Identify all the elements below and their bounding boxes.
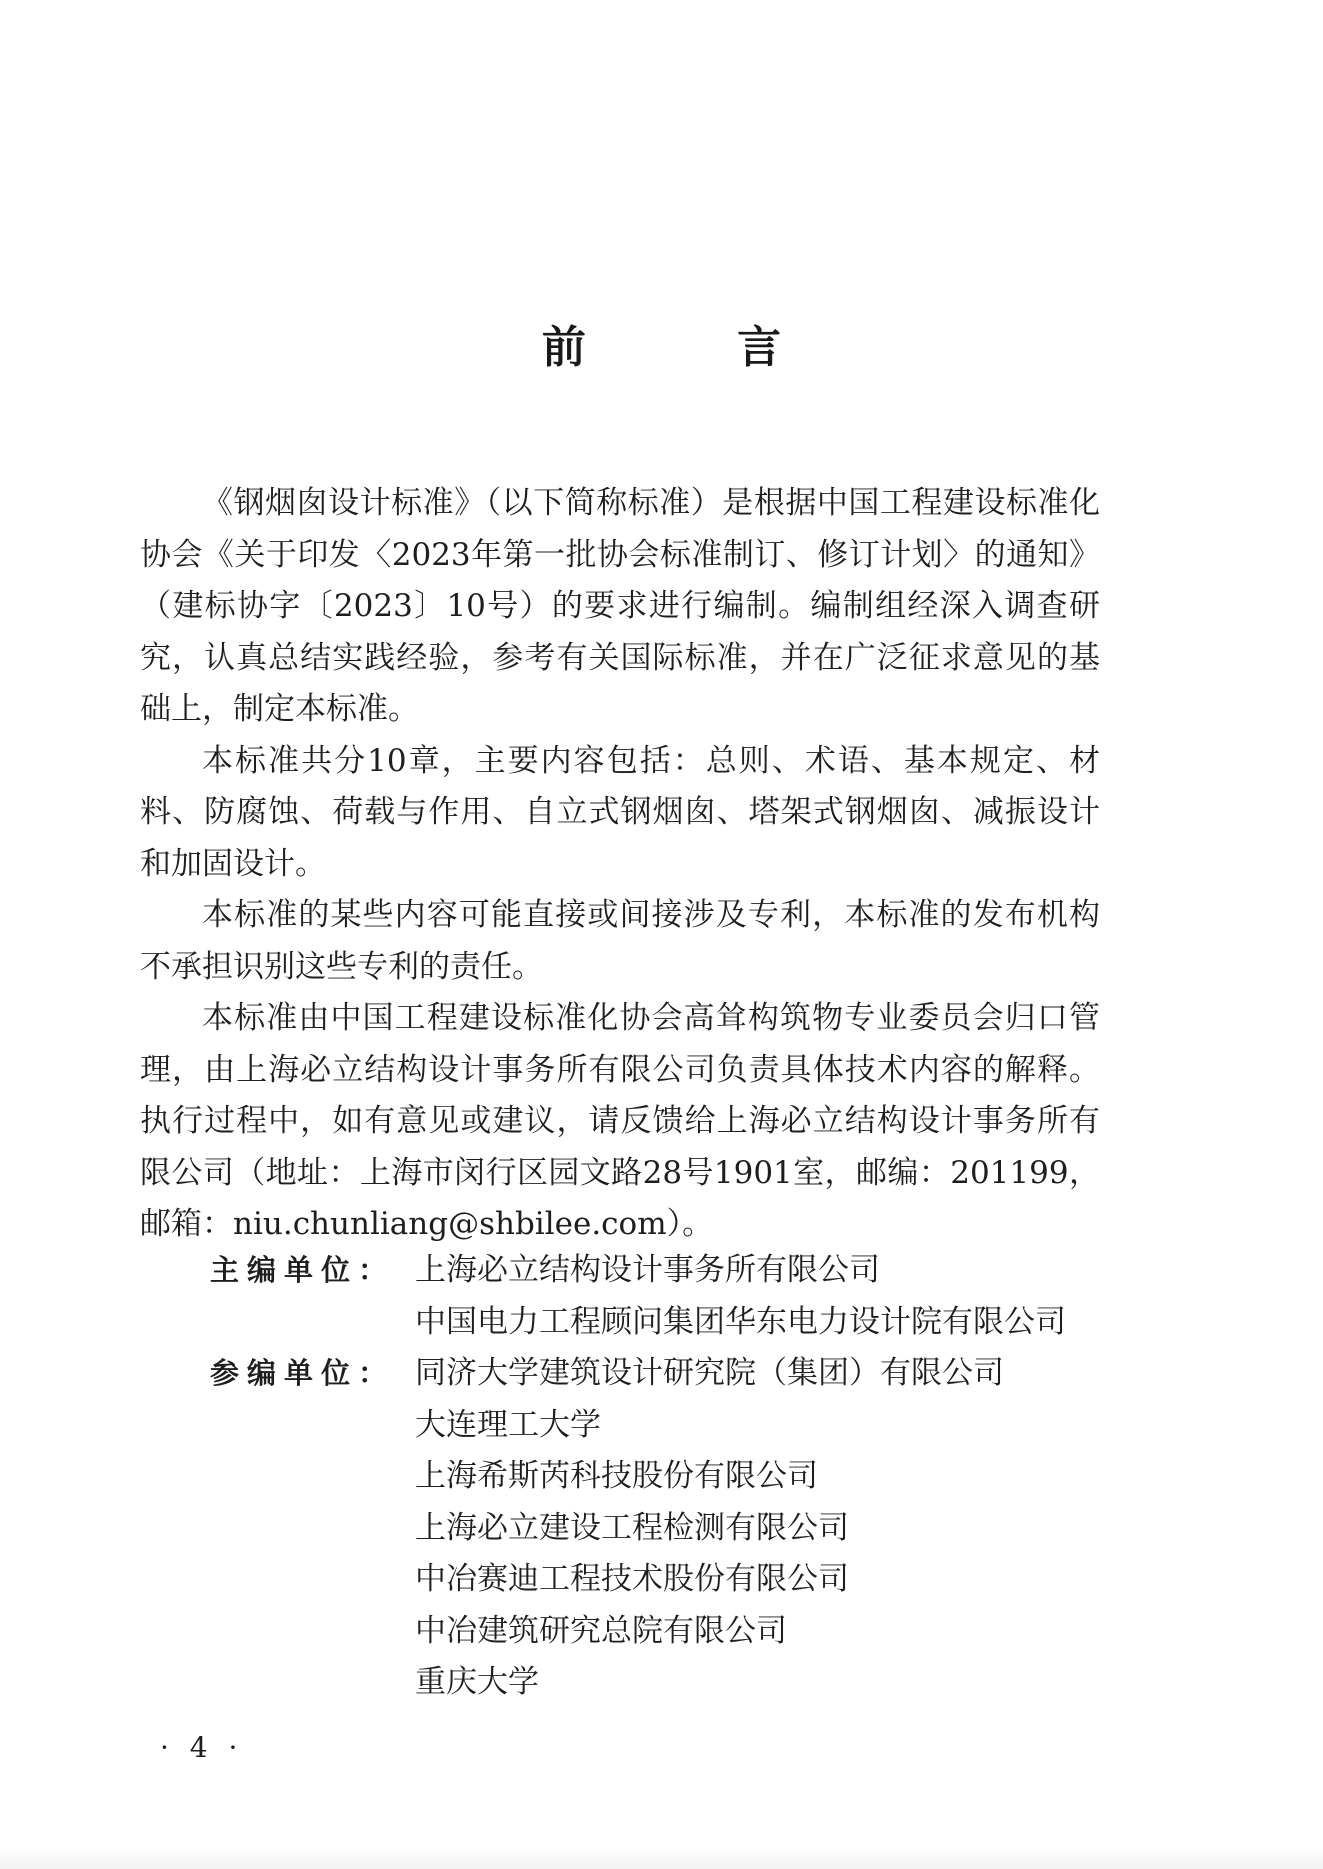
participating-units-row	[210, 1348, 1110, 1709]
participating-unit-item: 上海希斯芮科技股份有限公司	[415, 1458, 818, 1494]
paragraph-management: 本标准由中国工程建设标准化协会高耸构筑物专业委员会归口管理，由上海必立结构设计事务所有限公司负责具体技术内容的解释。执行过程中，如有意见或建议，请反馈给上海必立结构设计事务所有限公司（地址：上海市闵行区园文路28号1901室，邮编：201199，邮箱：niu.chunliang@shbilee.com）。	[140, 1000, 1100, 1242]
scan-edge-divider	[0, 1846, 1323, 1869]
participating-unit-item: 中冶建筑研究总院有限公司	[415, 1612, 787, 1649]
paragraph-contents: 本标准共分10章，主要内容包括：总则、术语、基本规定、材料、防腐蚀、荷载与作用、自立式钢烟囱、塔架式钢烟囱、减振设计和加固设计。	[140, 742, 1100, 882]
participating-unit-item: 重庆大学	[415, 1664, 539, 1700]
preface-body	[140, 478, 1100, 1251]
chief-units-row	[210, 1245, 1110, 1348]
chief-units-label: 主编单位：	[210, 1253, 396, 1287]
participating-units-label: 参编单位：	[210, 1356, 396, 1390]
participating-unit-item: 上海必立建设工程检测有限公司	[415, 1509, 849, 1546]
paragraph-origin: 《钢烟囱设计标准》（以下简称标准）是根据中国工程建设标准化协会《关于印发〈2023年第一批协会标准制订、修订计划〉的通知》（建标协字〔2023〕10号）的要求进行编制。编制组经深入调查研究，认真总结实践经验，参考有关国际标准，并在广泛征求意见的基础上，制定本标准。	[140, 485, 1100, 727]
participating-unit-item: 同济大学建筑设计研究院（集团）有限公司	[415, 1355, 1004, 1391]
chief-unit-item: 中国电力工程顾问集团华东电力设计院有限公司	[415, 1303, 1066, 1340]
paragraph-patent: 本标准的某些内容可能直接或间接涉及专利，本标准的发布机构不承担识别这些专利的责任。	[140, 897, 1100, 985]
participating-units-list	[415, 1348, 1110, 1709]
page-number: · 4 ·	[160, 1731, 244, 1764]
chief-units-list	[415, 1245, 1110, 1348]
participating-unit-item: 中冶赛迪工程技术股份有限公司	[415, 1561, 849, 1597]
units-section	[210, 1245, 1110, 1709]
chief-unit-item: 上海必立结构设计事务所有限公司	[415, 1252, 880, 1288]
participating-unit-item: 大连理工大学	[415, 1406, 601, 1443]
page-title: 前 言	[541, 322, 850, 373]
